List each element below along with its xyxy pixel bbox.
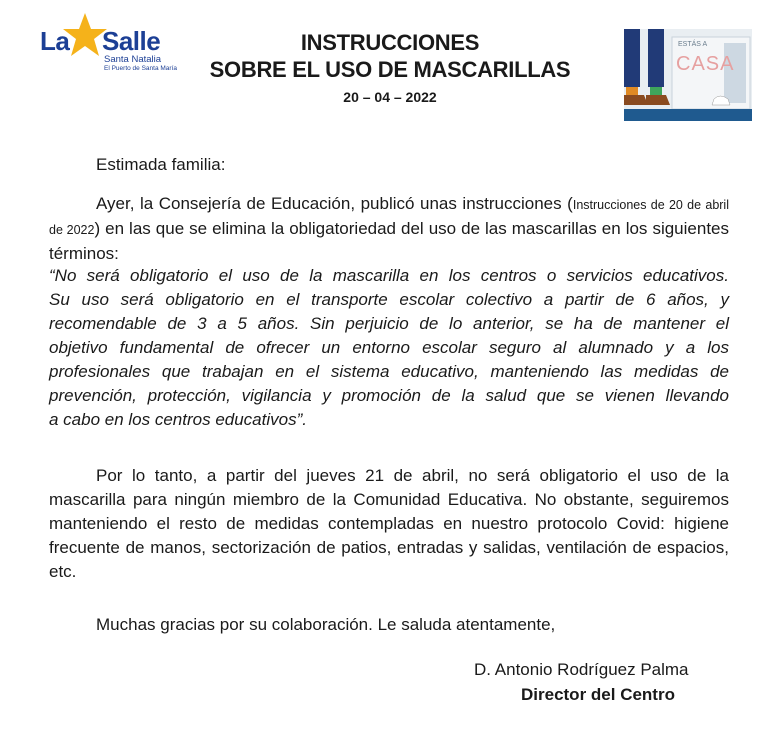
- document-header: [190, 30, 590, 106]
- school-logo: [40, 12, 190, 76]
- logo-school-name: Santa Natalia: [104, 54, 162, 65]
- logo-salle-text: Salle: [102, 26, 161, 56]
- logo-la-text: La: [40, 26, 70, 56]
- quote-line: Su uso será obligatorio en el transporte escolar colectivo a partir de 6 años, y: [49, 290, 729, 309]
- intro-text-start: Ayer, la Consejería de Educación, publicó unas instrucciones (: [96, 194, 573, 213]
- intro-reference: Instrucciones de 20 de abril de 2022: [49, 198, 729, 237]
- quote-line: profesionales que trabajan en el sistema educativo, manteniendo las medidas de: [49, 362, 729, 381]
- quote-line: “No será obligatorio el uso de la mascarilla en los centros o servicios educativos.: [49, 266, 729, 285]
- intro-text-end: ) en las que se elimina la obligatoriedad del uso de las mascarillas en los siguientes términos:: [49, 219, 729, 263]
- stay-home-poster-image: [624, 29, 752, 121]
- quote-line: a cabo en los centros educativos”.: [49, 410, 307, 429]
- closing-thanks: Muchas gracias por su colaboración. Le saluda atentamente,: [96, 615, 556, 634]
- document-date: 20 – 04 – 2022: [343, 89, 437, 105]
- title-line-1: INSTRUCCIONES: [300, 30, 480, 55]
- quote-line: prevención, protección, vigilancia y promoción de la salud que se vienen llevando: [49, 386, 729, 405]
- measures-text: Por lo tanto, a partir del jueves 21 de abril, no será obligatorio el uso de la mascarilla para ningún miembro de la Comunidad Educativa. No obstante, seguiremos manteniendo el resto de medidas contempladas en nuestro protocolo Covid: higiene frecuente de manos, sectorización de patios, entradas y salidas, ventilación de espacios, etc.: [49, 466, 729, 581]
- poster-text-top: ESTÁS A: [678, 41, 708, 48]
- signer-role: Director del Centro: [521, 685, 675, 704]
- signer-name: D. Antonio Rodríguez Palma: [474, 660, 689, 679]
- quote-line: recomendable de 3 a 5 años. Sin perjuicio de lo anterior, se ha de mantener el: [49, 314, 729, 333]
- poster-text-big: CASA: [676, 53, 735, 75]
- paragraph-intro: [49, 192, 729, 266]
- quote-line: objetivo fundamental de ofrecer un entorno escolar seguro al alumnado y a los: [49, 338, 729, 357]
- title-line-2: SOBRE EL USO DE MASCARILLAS: [209, 57, 571, 82]
- logo-place-name: El Puerto de Santa María: [104, 65, 177, 72]
- greeting: Estimada familia:: [96, 155, 226, 174]
- quoted-instructions: [49, 264, 729, 432]
- paragraph-measures: [49, 464, 729, 584]
